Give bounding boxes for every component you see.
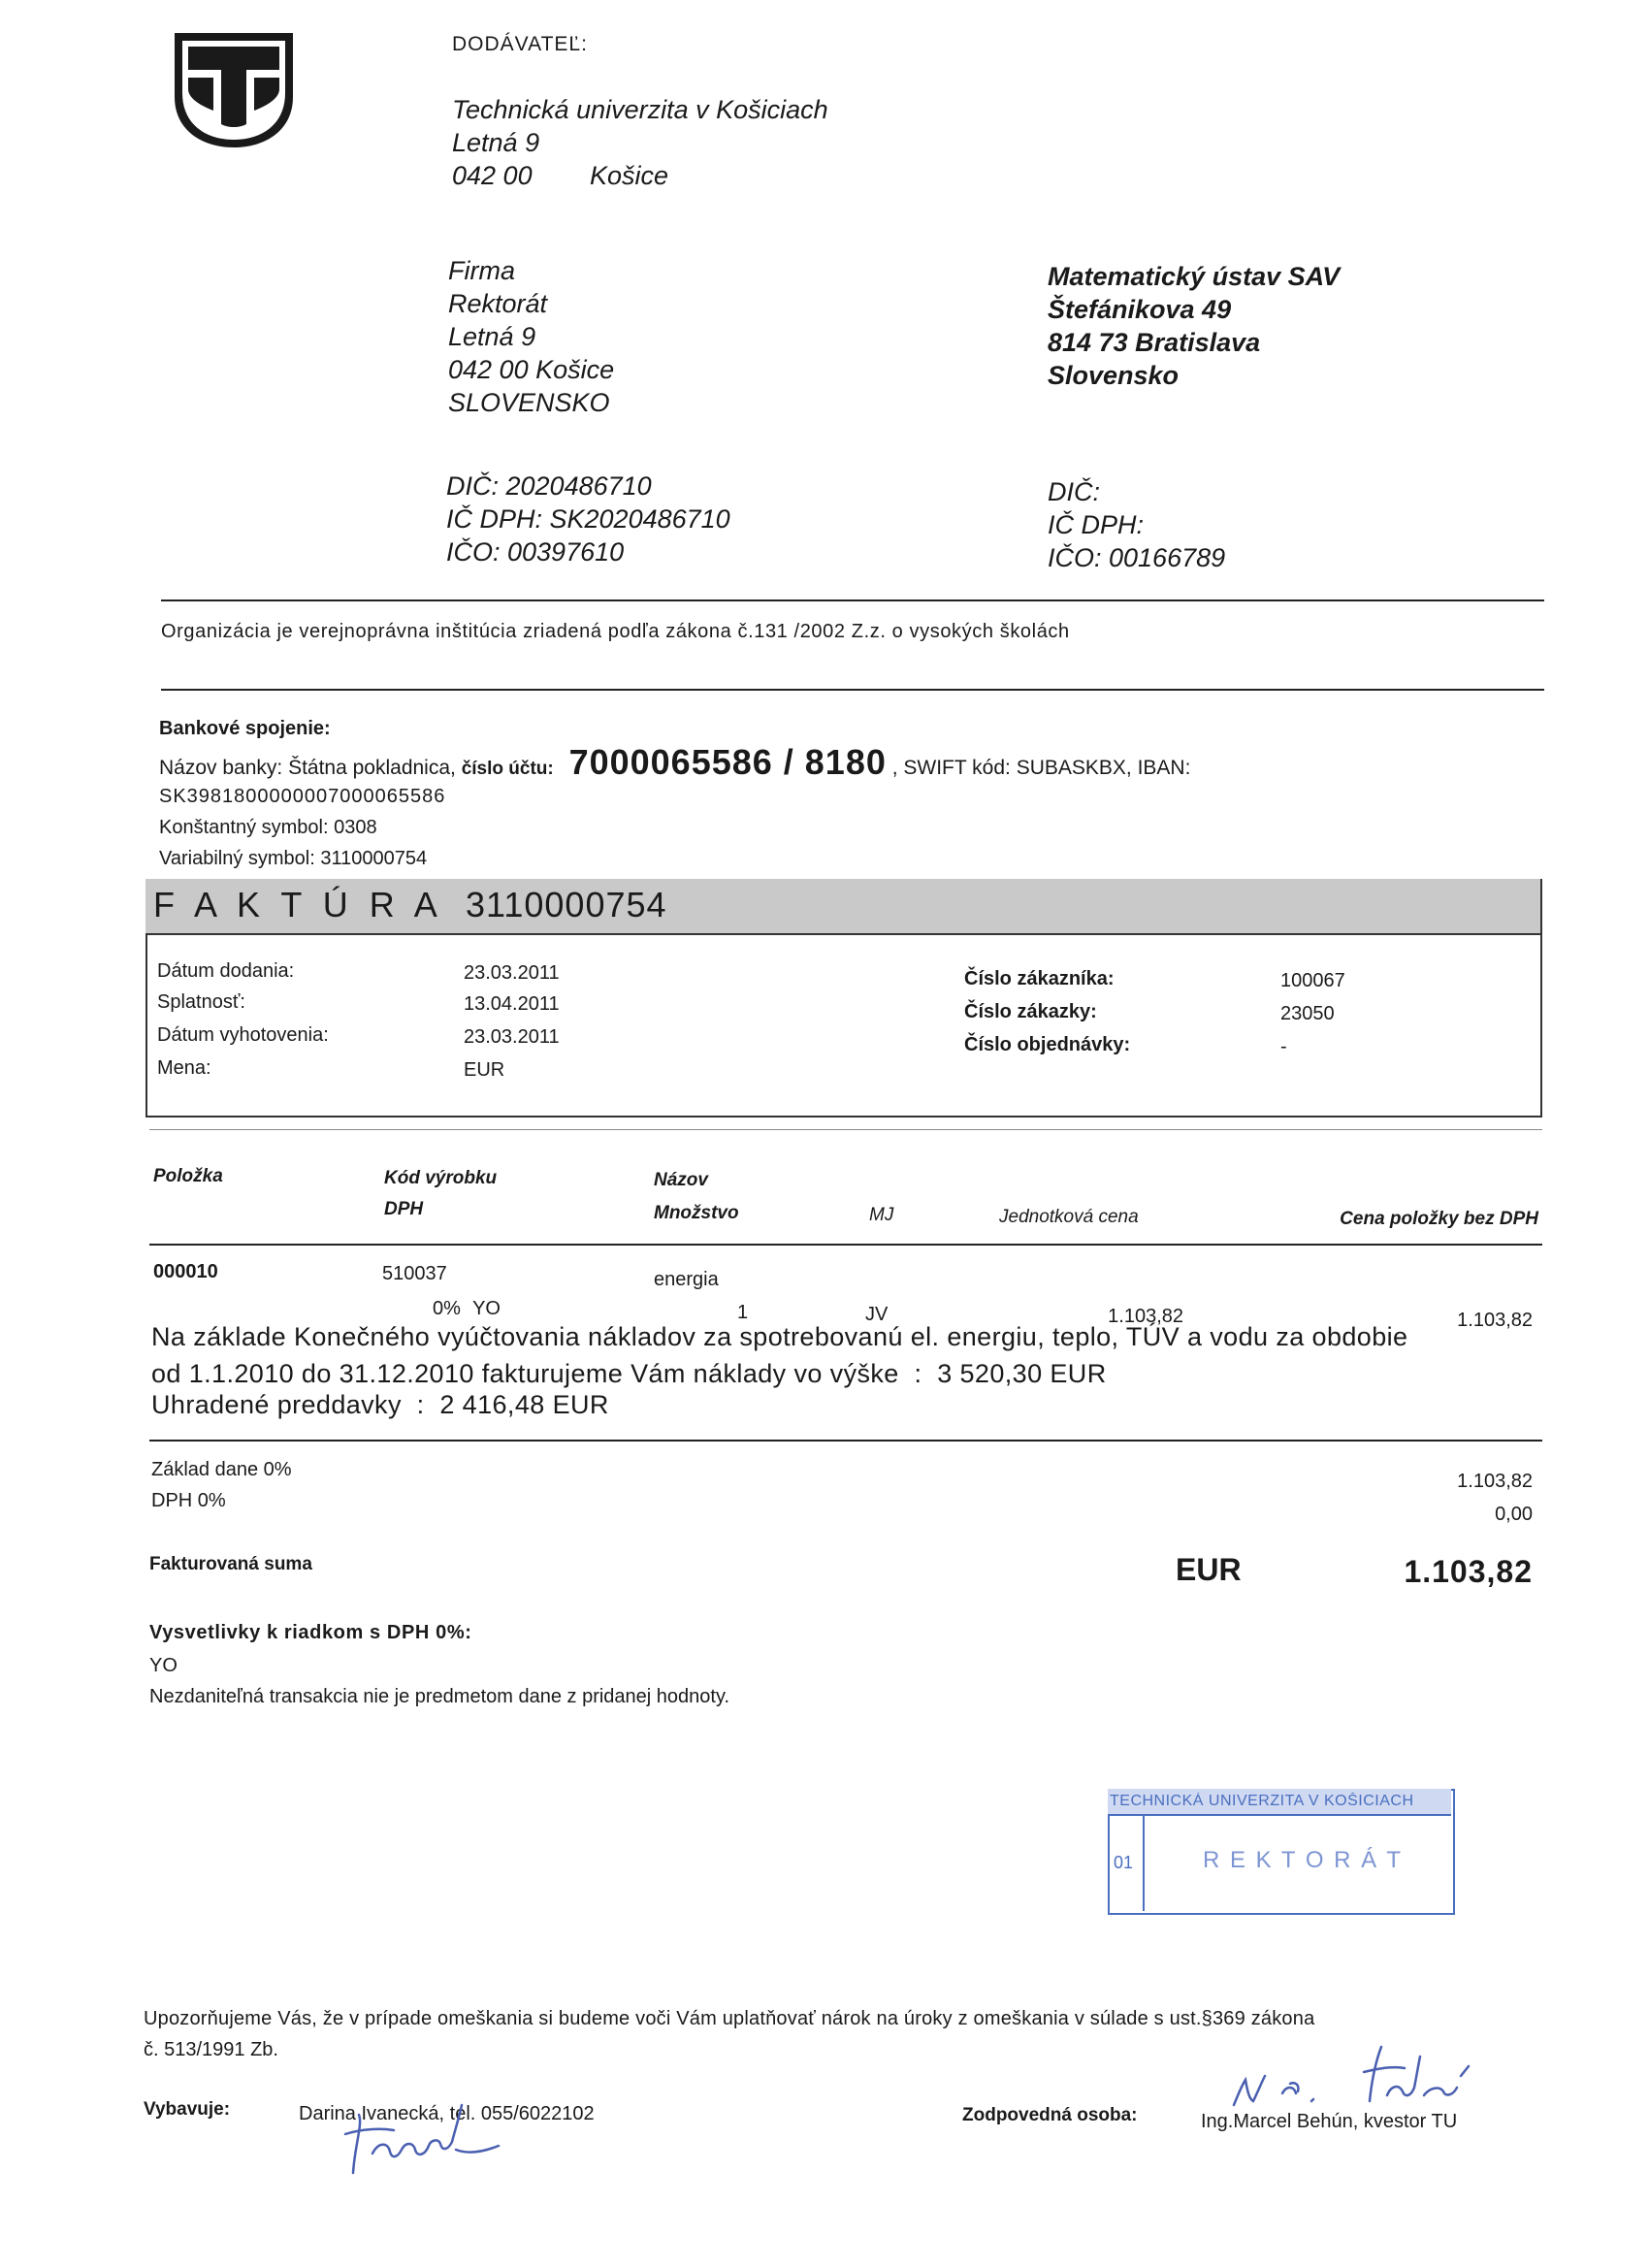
line-unit-price: 1.103,82 — [1108, 1306, 1183, 1327]
col-unit-price: Jednotková cena — [999, 1207, 1139, 1227]
organization-note: Organizácia je verejnoprávna inštitúcia zriadená podľa zákona č.131 /2002 Z.z. o vysokých školách — [161, 621, 1070, 642]
delivery-date-value: 23.03.2011 — [464, 962, 560, 984]
supplier-dept: Rektorát — [448, 289, 548, 318]
tax-base-value: 1.103,82 — [1457, 1471, 1533, 1492]
po-number-label: Číslo objednávky: — [964, 1034, 1131, 1055]
customer-name: Matematický ústav SAV — [1048, 262, 1341, 291]
vat-label: DPH 0% — [151, 1490, 226, 1511]
invoiced-amount-value: 1.103,82 — [1404, 1554, 1533, 1589]
supplier-dic: DIČ: 2020486710 — [446, 471, 652, 501]
divider — [149, 1129, 1542, 1130]
line-item-price: 1.103,82 — [1457, 1310, 1533, 1331]
supplier-detail-street: Letná 9 — [448, 322, 536, 351]
col-name: Názov — [654, 1170, 708, 1190]
signature-responsible-person — [1224, 2037, 1505, 2124]
due-date-value: 13.04.2011 — [464, 993, 560, 1015]
currency-label: Mena: — [157, 1057, 211, 1079]
col-item-price: Cena položky bez DPH — [1340, 1209, 1538, 1229]
description-line3: Uhradené preddavky : 2 416,48 EUR — [151, 1390, 609, 1419]
line-name: energia — [654, 1269, 719, 1290]
swift-iban: , SWIFT kód: SUBASKBX, IBAN: — [891, 757, 1191, 779]
issue-date-label: Dátum vyhotovenia: — [157, 1024, 329, 1046]
invoice-title: F A K T Ú R A — [153, 885, 443, 924]
constant-symbol: Konštantný symbol: 0308 — [159, 817, 377, 838]
stamp-office: R E K T O R Á T — [1203, 1847, 1404, 1873]
supplier-detail-city: 042 00 Košice — [448, 355, 615, 384]
line-unit: JV — [865, 1304, 889, 1325]
order-number-label: Číslo zákazky: — [964, 1001, 1097, 1022]
invoice-number: 3110000754 — [466, 885, 667, 924]
account-label: číslo účtu: — [461, 759, 554, 779]
customer-country: Slovensko — [1048, 361, 1180, 390]
stamp-top-text: TECHNICKÁ UNIVERZITA V KOŠICIACH — [1110, 1793, 1414, 1809]
invoice-title-bar — [146, 879, 1540, 935]
order-number-value: 23050 — [1280, 1003, 1335, 1024]
stamp-divider — [1143, 1814, 1145, 1911]
invoiced-currency: EUR — [1176, 1552, 1242, 1587]
payment-warning-line1: Upozorňujeme Vás, že v prípade omeškania si budeme voči Vám uplatňovať nárok na úroky z omeškania v súlade s ust.§369 zákona — [144, 2008, 1315, 2029]
supplier-zip: 042 00 — [452, 161, 533, 190]
col-vat: DPH — [384, 1199, 424, 1219]
issue-date-value: 23.03.2011 — [464, 1026, 560, 1048]
vat-value: 0,00 — [1495, 1504, 1533, 1525]
col-product-code: Kód výrobku — [384, 1168, 498, 1188]
vat-notes-text: Nezdaniteľná transakcia nie je predmetom dane z pridanej hodnoty. — [149, 1686, 730, 1707]
rectorate-stamp — [1104, 1789, 1453, 1915]
supplier-name: Technická univerzita v Košiciach — [452, 95, 828, 124]
customer-number-value: 100067 — [1280, 970, 1345, 991]
bank-name: Názov banky: Štátna pokladnica, — [159, 757, 456, 779]
university-logo — [171, 29, 297, 151]
supplier-ic-dph: IČ DPH: SK2020486710 — [446, 504, 730, 534]
iban: SK3981800000007000065586 — [159, 786, 446, 807]
stamp-code: 01 — [1114, 1853, 1134, 1872]
responsible-person-value: Ing.Marcel Behún, kvestor TU — [1201, 2111, 1458, 2132]
tax-base-label: Základ dane 0% — [151, 1459, 292, 1480]
divider — [161, 689, 1544, 691]
line-quantity: 1 — [737, 1302, 749, 1323]
supplier-firm-label: Firma — [448, 256, 515, 285]
po-number-value: - — [1280, 1036, 1287, 1057]
vat-notes-heading: Vysvetlivky k riadkom s DPH 0%: — [149, 1622, 472, 1643]
prepared-by-label: Vybavuje: — [144, 2099, 231, 2120]
variable-symbol: Variabilný symbol: 3110000754 — [159, 848, 428, 869]
customer-number-label: Číslo zákazníka: — [964, 968, 1115, 989]
customer-city: 814 73 Bratislava — [1048, 328, 1261, 357]
line-product-code: 510037 — [382, 1263, 447, 1284]
account-number: 7000065586 / 8180 — [568, 742, 887, 782]
vat-notes-code: YO — [149, 1655, 178, 1676]
description-line2: od 1.1.2010 do 31.12.2010 fakturujeme Vám náklady vo výške : 3 520,30 EUR — [151, 1359, 1107, 1388]
customer-dic: DIČ: — [1048, 477, 1100, 506]
line-vat-code: YO — [472, 1298, 501, 1319]
supplier-city: Košice — [590, 161, 669, 190]
supplier-ico: IČO: 00397610 — [446, 537, 625, 567]
payment-warning-line2: č. 513/1991 Zb. — [144, 2039, 278, 2060]
customer-street: Štefánikova 49 — [1048, 295, 1232, 324]
line-vat: 0% — [433, 1298, 461, 1319]
col-item: Položka — [153, 1166, 223, 1186]
divider — [161, 599, 1544, 601]
prepared-by-value: Darina Ivanecká, tel. 055/6022102 — [299, 2103, 595, 2124]
col-quantity: Množstvo — [654, 1203, 739, 1223]
description-line1: Na základe Konečného vyúčtovania nákladov za spotrebovanú el. energiu, teplo, TÚV a vodu za obdobie — [151, 1322, 1408, 1351]
col-unit: MJ — [869, 1205, 894, 1225]
supplier-street: Letná 9 — [452, 128, 540, 157]
responsible-person-label: Zodpovedná osoba: — [962, 2105, 1138, 2125]
customer-ic-dph: IČ DPH: — [1048, 510, 1145, 539]
divider — [149, 1244, 1542, 1246]
supplier-detail-country: SLOVENSKO — [448, 388, 610, 417]
currency-value: EUR — [464, 1059, 505, 1081]
line-item-number: 000010 — [153, 1261, 218, 1282]
divider — [149, 1440, 1542, 1442]
supplier-label: DODÁVATEĽ: — [452, 33, 588, 55]
due-date-label: Splatnosť: — [157, 991, 245, 1013]
invoiced-amount-label: Fakturovaná suma — [149, 1554, 312, 1574]
bank-heading: Bankové spojenie: — [159, 718, 331, 739]
signature-prepared-by — [334, 2086, 508, 2183]
delivery-date-label: Dátum dodania: — [157, 960, 295, 982]
customer-ico: IČO: 00166789 — [1048, 543, 1226, 572]
